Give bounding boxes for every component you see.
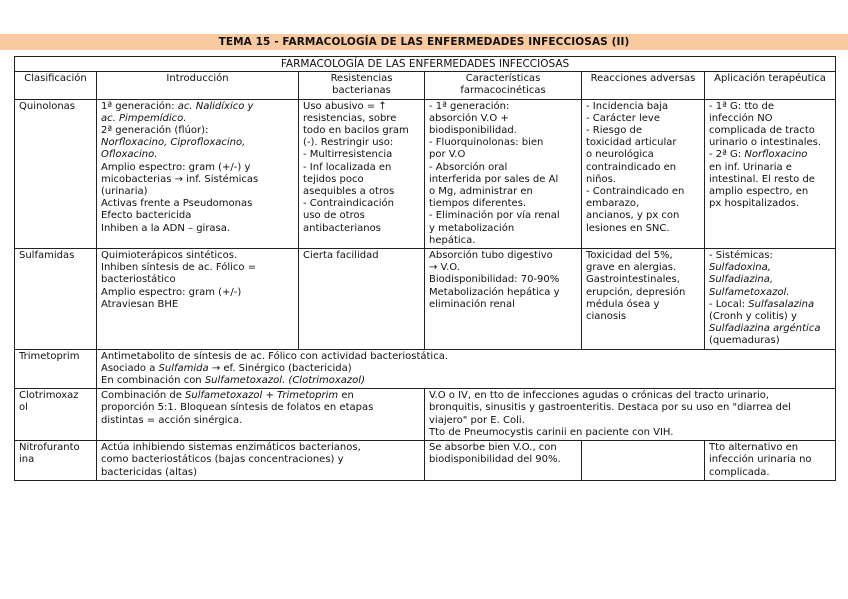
- adverse-cell: [582, 99, 705, 248]
- text: infección urinaria no: [709, 454, 812, 466]
- drug-name: ac. Nalidíxico y: [177, 100, 254, 112]
- drug-name: Norfloxacino, Ciprofloxacino,: [101, 137, 246, 149]
- text: → ef. Sinérgico (bactericida): [208, 362, 352, 374]
- text: bactericidas (altas): [101, 466, 198, 478]
- table-row-quinolonas: [15, 99, 836, 248]
- text: Antimetabolito de síntesis de ac. Fólico con actividad bacteriostática.: [101, 350, 449, 362]
- text: Toxicidad del 5%,: [586, 250, 673, 262]
- chapter-banner: TEMA 15 - FARMACOLOGÍA DE LAS ENFERMEDADES INFECCIOSAS (II): [0, 34, 848, 50]
- text: Clotrimoxaz: [19, 390, 79, 402]
- table-title-row: [15, 57, 836, 72]
- text: Atraviesan BHE: [101, 298, 179, 310]
- drug-name: Norfloxacino: [744, 149, 808, 161]
- text: - Incidencia baja: [586, 100, 669, 112]
- text: Asociado a: [101, 362, 159, 374]
- text: bronquitis, sinusitis y gastroenteritis. Destaca por su uso en "diarrea del: [429, 402, 791, 414]
- table-title: FARMACOLOGÍA DE LAS ENFERMEDADES INFECCIOSAS: [15, 57, 836, 72]
- text: Biodisponibilidad: 70-90%: [429, 274, 560, 286]
- text: Se absorbe bien V.O., con: [429, 442, 557, 454]
- adverse-cell: [582, 249, 705, 350]
- text: ol: [19, 402, 28, 414]
- text: Amplio espectro: gram (+/-): [101, 286, 242, 298]
- text: Quimioterápicos sintéticos.: [101, 250, 238, 262]
- text: infección NO: [709, 112, 773, 124]
- text: - Local:: [709, 298, 749, 310]
- text: en inf. Urinaria e: [709, 161, 792, 173]
- text: - Carácter leve: [586, 112, 660, 124]
- header-farmacocineticas: Características farmacocinéticas: [425, 72, 582, 99]
- text: Efecto bactericida: [101, 210, 192, 222]
- text: todo en bacilos gram: [303, 125, 409, 137]
- text: tiempos diferentes.: [429, 198, 527, 210]
- text: tejidos poco: [303, 173, 364, 185]
- text: intestinal. El resto de: [709, 173, 815, 185]
- text: Absorción tubo digestivo: [429, 250, 553, 262]
- header-reacciones: Reacciones adversas: [582, 72, 705, 99]
- text: - 2ª G:: [709, 149, 745, 161]
- text: erupción, depresión: [586, 286, 686, 298]
- application-cell: [705, 441, 836, 481]
- text: En combinación con: [101, 375, 205, 387]
- drug-name: Sulfametoxazol + Trimetoprim: [185, 390, 339, 402]
- trimetoprim-description: [97, 349, 836, 389]
- text: V.O o IV, en tto de infecciones agudas o crónicas del tracto urinario,: [429, 390, 770, 402]
- intro-cell: [97, 249, 299, 350]
- drug-name: Sulfadiazina argéntica: [709, 323, 821, 335]
- text: absorción V.O +: [429, 112, 509, 124]
- row-name: Sulfamidas: [15, 249, 97, 350]
- text: eliminación renal: [429, 298, 515, 310]
- text: asequibles a otros: [303, 186, 395, 198]
- drug-name: Sulfamida: [158, 362, 209, 374]
- intro-cell: [97, 441, 425, 481]
- text: → V.O.: [429, 262, 460, 274]
- text: - Multirresistencia: [303, 149, 393, 161]
- text: amplio espectro, en: [709, 186, 809, 198]
- text: - 1ª G: tto de: [709, 100, 774, 112]
- pharmacokinetics-cell: [425, 249, 582, 350]
- header-introduccion: Introducción: [97, 72, 299, 99]
- text: hepática.: [429, 234, 476, 246]
- header-resistencias: Resistencias bacterianas: [299, 72, 425, 99]
- drug-name: ac. Pimpemídico.: [101, 112, 187, 124]
- text: o neurológica: [586, 149, 654, 161]
- header-aplicacion: Aplicación terapéutica: [705, 72, 836, 99]
- row-name: Trimetoprim: [15, 349, 97, 389]
- application-cell: [705, 249, 836, 350]
- adverse-cell: [582, 441, 705, 481]
- row-name: [15, 441, 97, 481]
- text: contraindicado en: [586, 161, 677, 173]
- text: grave en alergias.: [586, 262, 677, 274]
- table-row-trimetoprim: [15, 349, 836, 389]
- text: (quemaduras): [709, 335, 780, 347]
- table-row-nitrofurantoina: [15, 441, 836, 481]
- text: Metabolización hepática y: [429, 286, 560, 298]
- drug-name: Sulfadoxina,: [709, 262, 771, 274]
- pharmacokinetics-cell: [425, 99, 582, 248]
- text: o Mg, administrar en: [429, 186, 533, 198]
- text: - 1ª generación:: [429, 100, 510, 112]
- text: antibacterianos: [303, 222, 381, 234]
- text: - Contraindicación: [303, 198, 394, 210]
- text: en: [338, 390, 354, 402]
- text: interferida por sales de Al: [429, 173, 559, 185]
- text: Inhiben síntesis de ac. Fólico =: [101, 262, 257, 274]
- table-row-sulfamidas: [15, 249, 836, 350]
- text: Activas frente a Pseudomonas: [101, 198, 253, 210]
- header-clasificacion: Clasificación: [15, 72, 97, 99]
- text: cianosis: [586, 311, 627, 323]
- text: como bacteriostáticos (bajas concentraciones) y: [101, 454, 344, 466]
- pharmacokinetics-cell: [425, 441, 582, 481]
- text: biodisponibilidad.: [429, 125, 517, 137]
- row-name: [15, 389, 97, 441]
- intro-cell: [97, 389, 425, 441]
- text: viajero" por E. Coli.: [429, 414, 525, 426]
- text: micobacterias → inf. Sistémicas: [101, 173, 259, 185]
- row-name: Quinolonas: [15, 99, 97, 248]
- text: (Cronh y colitis) y: [709, 311, 797, 323]
- drug-name: Sulfametoxazol.: [709, 286, 790, 298]
- text: - Inf localizada en: [303, 161, 392, 173]
- uses-cell: [425, 389, 836, 441]
- text: Amplio espectro: gram (+/-) y: [101, 161, 251, 173]
- text: toxicidad articular: [586, 137, 677, 149]
- table-header-row: [15, 72, 836, 99]
- text: Inhiben a la ADN – girasa.: [101, 222, 231, 234]
- text: - Fluorquinolonas: bien: [429, 137, 544, 149]
- text: ancianos, y px con: [586, 210, 680, 222]
- text: uso de otros: [303, 210, 365, 222]
- application-cell: [705, 99, 836, 248]
- resistance-cell: [299, 99, 425, 248]
- text: Combinación de: [101, 390, 186, 402]
- text: bacteriostático: [101, 274, 176, 286]
- text: - Absorción oral: [429, 161, 508, 173]
- text: Gastrointestinales,: [586, 274, 680, 286]
- text: embarazo,: [586, 198, 640, 210]
- resistance-cell: Cierta facilidad: [299, 249, 425, 350]
- text: - Riesgo de: [586, 125, 643, 137]
- text: (-). Restringir uso:: [303, 137, 394, 149]
- text: lesiones en SNC.: [586, 222, 670, 234]
- text: urinario o intestinales.: [709, 137, 822, 149]
- text: y metabolización: [429, 222, 515, 234]
- table-row-clotrimoxazol: [15, 389, 836, 441]
- text: Tto alternativo en: [709, 442, 799, 454]
- text: proporción 5:1. Bloquean síntesis de folatos en etapas: [101, 402, 374, 414]
- text: 1ª generación:: [101, 100, 178, 112]
- drug-name: Sulfametoxazol. (Clotrimoxazol): [204, 375, 365, 387]
- text: Actúa inhibiendo sistemas enzimáticos bacterianos,: [101, 442, 361, 454]
- text: px hospitalizados.: [709, 198, 800, 210]
- drug-name: Sulfadiazina,: [709, 274, 774, 286]
- text: ina: [19, 454, 35, 466]
- text: por V.O: [429, 149, 466, 161]
- text: resistencias, sobre: [303, 112, 397, 124]
- text: Uso abusivo = ↑: [303, 100, 387, 112]
- text: 2ª generación (flúor):: [101, 125, 209, 137]
- text: médula ósea y: [586, 298, 660, 310]
- text: - Contraindicado en: [586, 186, 685, 198]
- drug-name: Ofloxacino.: [101, 149, 158, 161]
- text: niños.: [586, 173, 616, 185]
- text: Tto de Pneumocystis carinii en paciente con VIH.: [429, 426, 674, 438]
- intro-cell: [97, 99, 299, 248]
- text: - Sistémicas:: [709, 250, 773, 262]
- text: Nitrofuranto: [19, 442, 80, 454]
- text: (urinaria): [101, 186, 148, 198]
- text: - Eliminación por vía renal: [429, 210, 560, 222]
- text: biodisponibilidad del 90%.: [429, 454, 561, 466]
- text: complicada de tracto: [709, 125, 815, 137]
- pharmacology-table: [14, 56, 836, 481]
- drug-name: Sulfasalazina: [748, 298, 815, 310]
- text: complicada.: [709, 466, 770, 478]
- text: distintas = acción sinérgica.: [101, 414, 243, 426]
